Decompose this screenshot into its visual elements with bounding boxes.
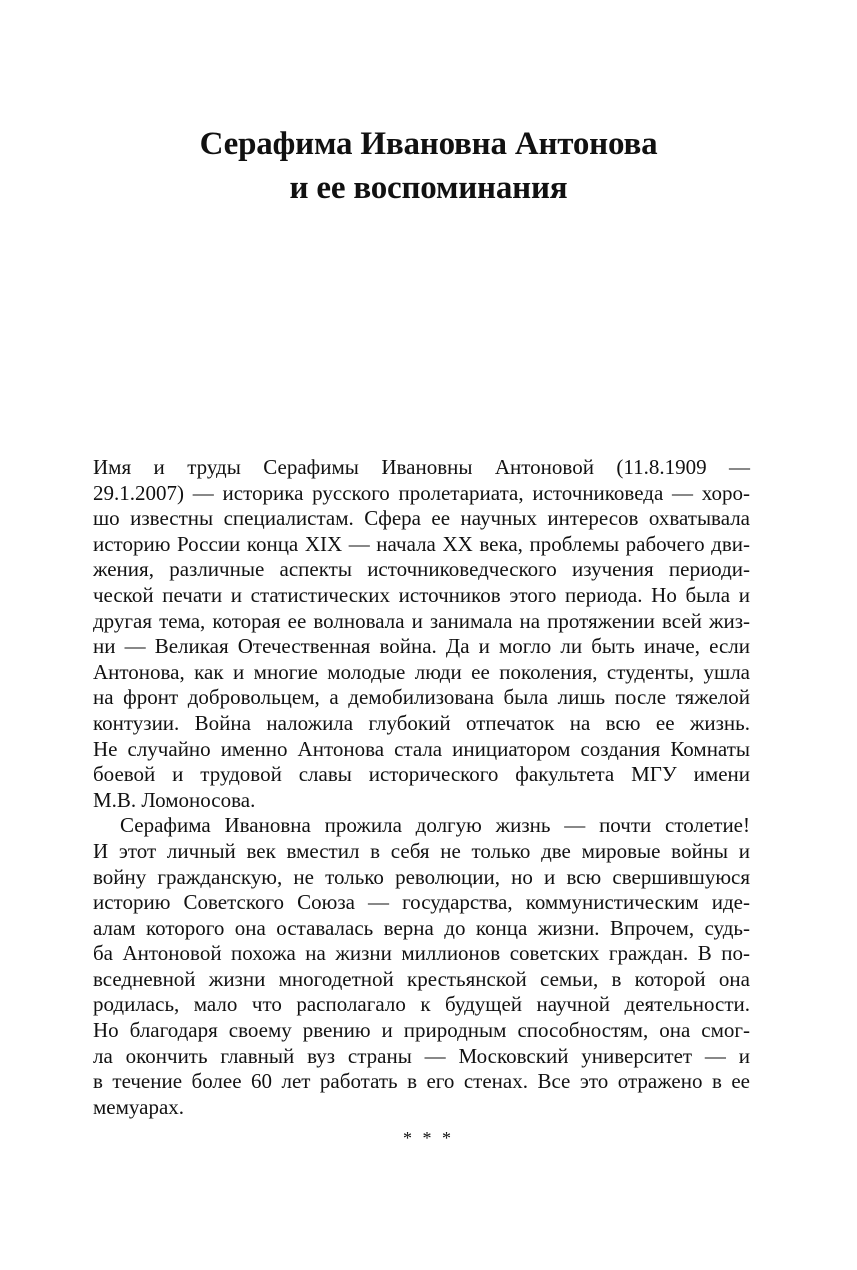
text-line: жения, различные аспекты источниковедческого изучения периоди- — [93, 557, 750, 582]
text-line: вседневной жизни многодетной крестьянской семьи, в которой она — [93, 966, 750, 991]
text-line: алам которого она оставалась верна до конца жизни. Впрочем, судь- — [93, 915, 750, 940]
text-line: родилась, мало что располагало к будущей научной деятельности. — [93, 992, 750, 1017]
paragraph-2 — [93, 813, 750, 1120]
text-line: ба Антоновой похожа на жизни миллионов советских граждан. В по- — [93, 941, 750, 966]
text-line: Но благодаря своему рвению и природным способностям, она смог- — [93, 1018, 750, 1043]
text-line: историю России конца XIX — начала XX века, проблемы рабочего дви- — [93, 531, 750, 556]
text-line: мемуарах. — [93, 1094, 185, 1119]
page-title — [0, 122, 857, 210]
section-separator: * * * — [403, 1128, 454, 1148]
text-line: Имя и труды Серафимы Ивановны Антоновой (11.8.1909 — — [93, 455, 750, 479]
text-line: войну гражданскую, не только революции, но и всю свершившуюся — [93, 864, 750, 889]
paragraph-1 — [93, 455, 750, 813]
text-line: ческой печати и статистических источников этого периода. Но была и — [93, 582, 750, 607]
text-line: Антонова, как и многие молодые люди ее поколения, студенты, ушла — [93, 659, 750, 684]
body-text — [93, 455, 750, 1120]
text-line: другая тема, которая ее волновала и занимала на протяжении всей жиз- — [93, 608, 750, 633]
text-line: 29.1.2007) — историка русского пролетариата, источниковеда — хоро- — [93, 480, 750, 505]
text-line: на фронт добровольцем, а демобилизована была лишь после тяжелой — [93, 685, 750, 710]
title-line-1: Серафима Ивановна Антонова — [199, 126, 658, 162]
text-line: боевой и трудовой славы исторического факультета МГУ имени — [93, 762, 750, 787]
title-line-2: и ее воспоминания — [289, 170, 568, 206]
text-line: ла окончить главный вуз страны — Московский университет — и — [93, 1043, 750, 1068]
text-line: ни — Великая Отечественная война. Да и могло ли быть иначе, если — [93, 634, 750, 659]
text-line: шо известны специалистам. Сфера ее научных интересов охватывала — [93, 506, 750, 531]
text-line: в течение более 60 лет работать в его стенах. Все это отражено в ее — [93, 1069, 750, 1094]
text-line: М.В. Ломоносова. — [93, 787, 256, 812]
text-line: Серафима Ивановна прожила долгую жизнь — почти столетие! — [120, 813, 750, 838]
text-line: контузии. Война наложила глубокий отпечаток на всю ее жизнь. — [93, 710, 750, 735]
text-line: И этот личный век вместил в себя не только две мировые войны и — [93, 838, 750, 863]
text-line: Не случайно именно Антонова стала инициатором создания Комнаты — [93, 736, 750, 761]
text-line: историю Советского Союза — государства, коммунистическим иде- — [93, 890, 750, 915]
